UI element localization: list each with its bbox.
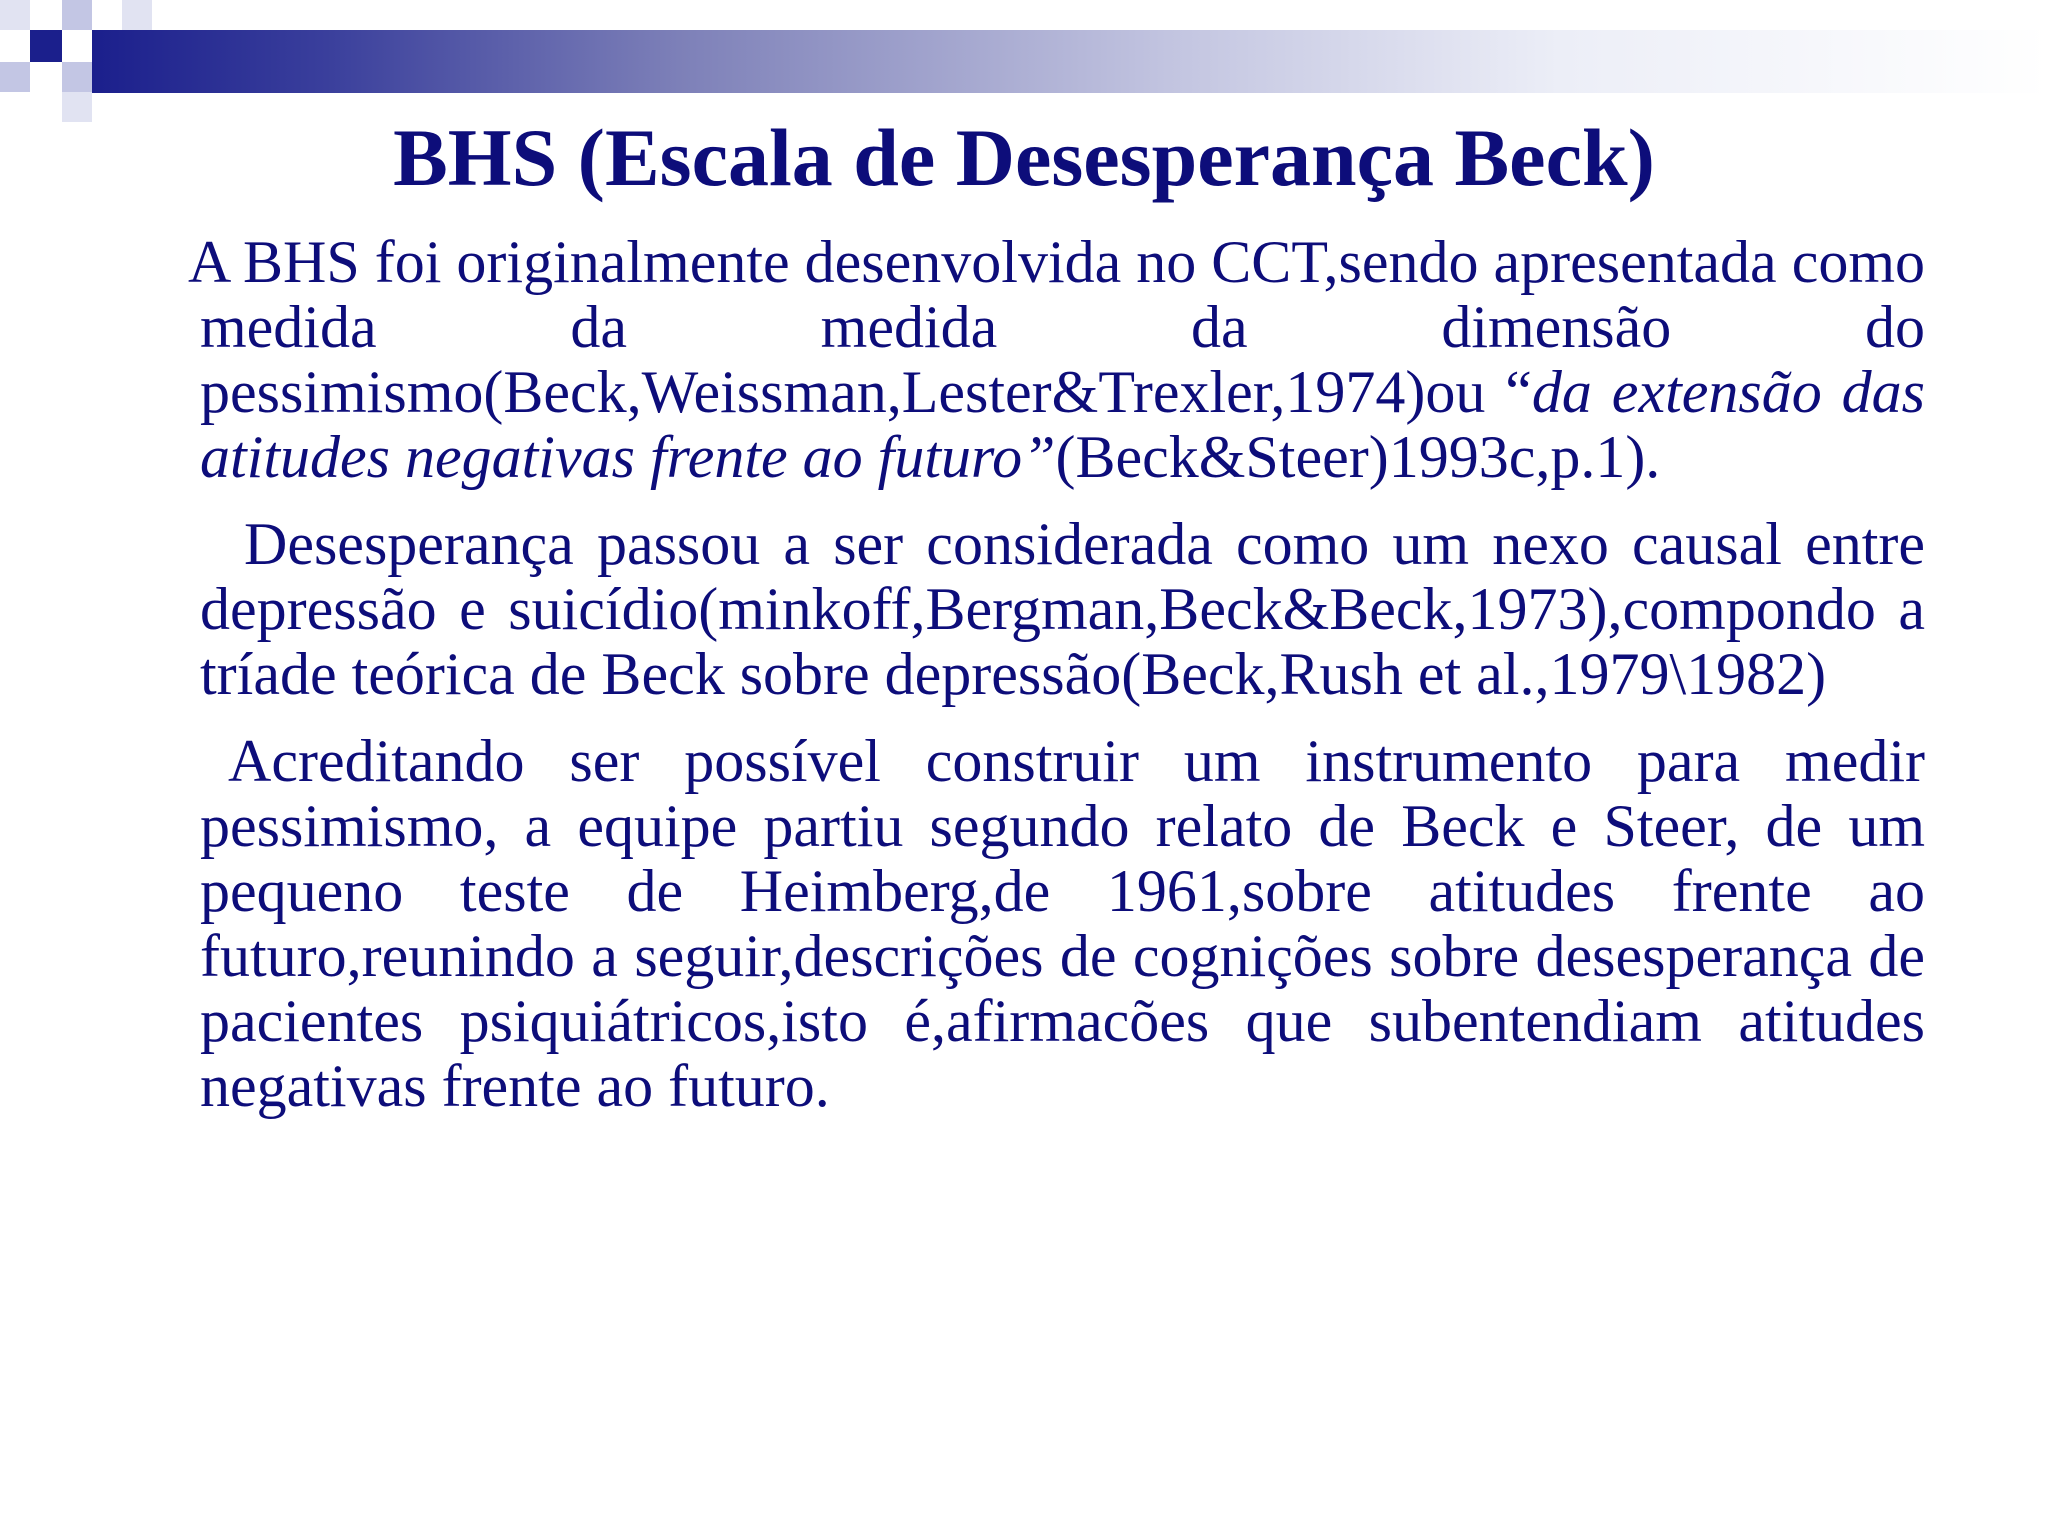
- corner-square-dark: [30, 30, 62, 62]
- corner-square-light-3: [62, 62, 92, 92]
- corner-square-pale-3: [122, 0, 152, 30]
- paragraph-1-quote: da extensão das atitudes negativas frente ao futuro”: [200, 359, 1925, 490]
- corner-square-pale: [0, 0, 30, 30]
- header-gradient-bar: [92, 30, 2048, 93]
- paragraph-2: [200, 512, 1925, 707]
- paragraph-3: [200, 729, 1925, 1119]
- slide-title: BHS (Escala de Desesperança Beck): [393, 112, 1655, 203]
- paragraph-1: [188, 229, 1925, 490]
- paragraph-2-text: Desesperança passou a ser considerada como um nexo causal entre depressão e suicídio(minkoff,Bergman,Beck&Beck,1973),compondo a tríade teórica de Beck sobre depressão(Beck,Rush et al.,1979\1982): [200, 511, 1925, 707]
- paragraph-1-citation: (Beck&Steer)1993c,p.1).: [1055, 424, 1661, 490]
- paragraph-1-text: A BHS foi originalmente desenvolvida no CCT,sendo apresentada como medida da medida da dimensão do pessimismo(Beck,Weissman,Lester&Trexler,1974)ou “: [188, 229, 1925, 425]
- paragraph-3-text: Acreditando ser possível construir um instrumento para medir pessimismo, a equipe partiu segundo relato de Beck e Steer, de um pequeno teste de Heimberg,de 1961,sobre atitudes frente ao futuro,reunindo a seguir,descrições de cognições sobre desesperança de pacientes psiquiátricos,isto é,afirmacões que subentendiam atitudes negativas frente ao futuro.: [200, 728, 1925, 1119]
- corner-square-light: [62, 0, 92, 30]
- slide-body: [188, 229, 1925, 1119]
- corner-square-light-2: [0, 62, 30, 92]
